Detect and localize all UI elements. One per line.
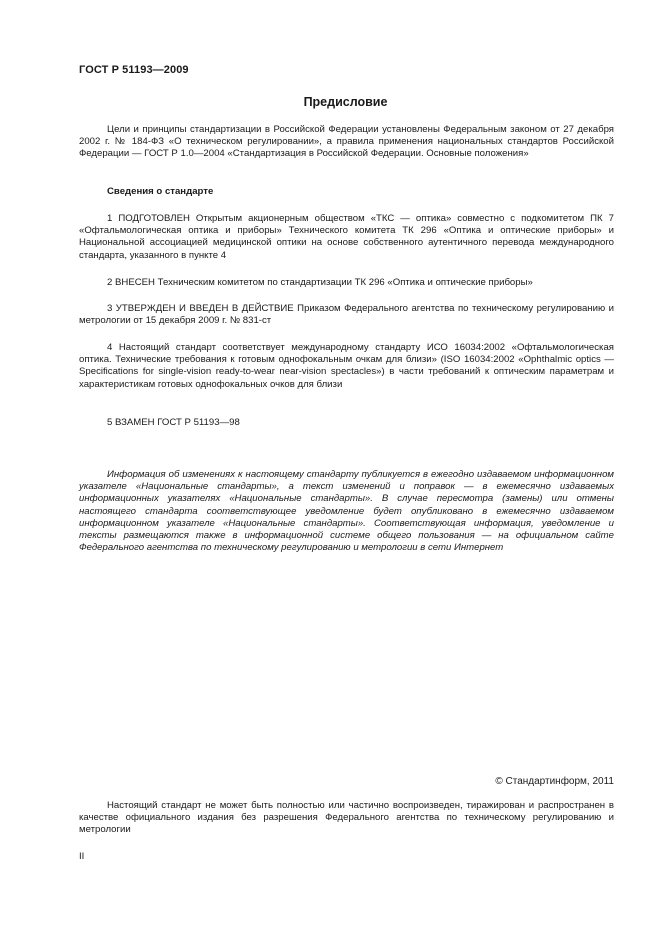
item-4-paragraph: 4 Настоящий стандарт соответствует международному стандарту ИСО 16034:2002 «Офтальмологическая оптика. Технические требования к готовым однофокальным очкам для близи» (ISO 16034:2002 «Ophthalmic optics — Specifications for single-vision ready-to-wear near-vision spectacles») в части требований к оптическим параметрам и характеристикам готовых однофокальных очков для близи [79, 342, 614, 390]
document-header: ГОСТ Р 51193—2009 [79, 64, 189, 76]
section-heading: Сведения о стандарте [107, 186, 214, 197]
page-number: II [79, 851, 85, 862]
item-2-paragraph: 2 ВНЕСЕН Техническим комитетом по стандартизации ТК 296 «Оптика и оптические приборы» [107, 277, 533, 288]
reproduction-notice-paragraph: Настоящий стандарт не может быть полностью или частично воспроизведен, тиражирован и распространен в качестве официального издания без разрешения Федерального агентства по техническому регулированию и метрологии [79, 800, 614, 836]
item-3-paragraph: 3 УТВЕРЖДЕН И ВВЕДЕН В ДЕЙСТВИЕ Приказом Федерального агентства по техническому регулированию и метрологии от 15 декабря 2009 г. № 831-ст [79, 303, 614, 327]
item-1-paragraph: 1 ПОДГОТОВЛЕН Открытым акционерным обществом «ТКС — оптика» совместно с подкомитетом ПК 7 «Офтальмологическая оптика и приборы» Технического комитета ТК 296 «Оптика и оптические приборы» и Национальной ассоциацией медицинской оптики на основе собственного аутентичного перевода международного стандарта, указанного в пункте 4 [79, 213, 614, 261]
intro-paragraph: Цели и принципы стандартизации в Российской Федерации установлены Федеральным законом от 27 декабря 2002 г. № 184-ФЗ «О техническом регулировании», а правила применения национальных стандартов Российской Федерации — ГОСТ Р 1.0—2004 «Стандартизация в Российской Федерации. Основные положения» [79, 124, 614, 160]
page-title: Предисловие [303, 95, 388, 109]
info-notice-paragraph: Информация об изменениях к настоящему стандарту публикуется в ежегодно издаваемом информационном указателе «Национальные стандарты», а текст изменений и поправок — в ежемесячно издаваемых информационных указателях «Национальные стандарты». В случае пересмотра (замены) или отмены настоящего стандарта соответствующее уведомление будет опубликовано в ежемесячно издаваемом информационном указателе «Национальные стандарты». Соответствующая информация, уведомление и тексты размещаются также в информационной системе общего пользования — на официальном сайте Федерального агентства по техническому регулированию и метрологии в сети Интернет [79, 469, 614, 554]
copyright-line: © Стандартинформ, 2011 [495, 776, 614, 787]
item-5-paragraph: 5 ВЗАМЕН ГОСТ Р 51193—98 [107, 417, 240, 428]
